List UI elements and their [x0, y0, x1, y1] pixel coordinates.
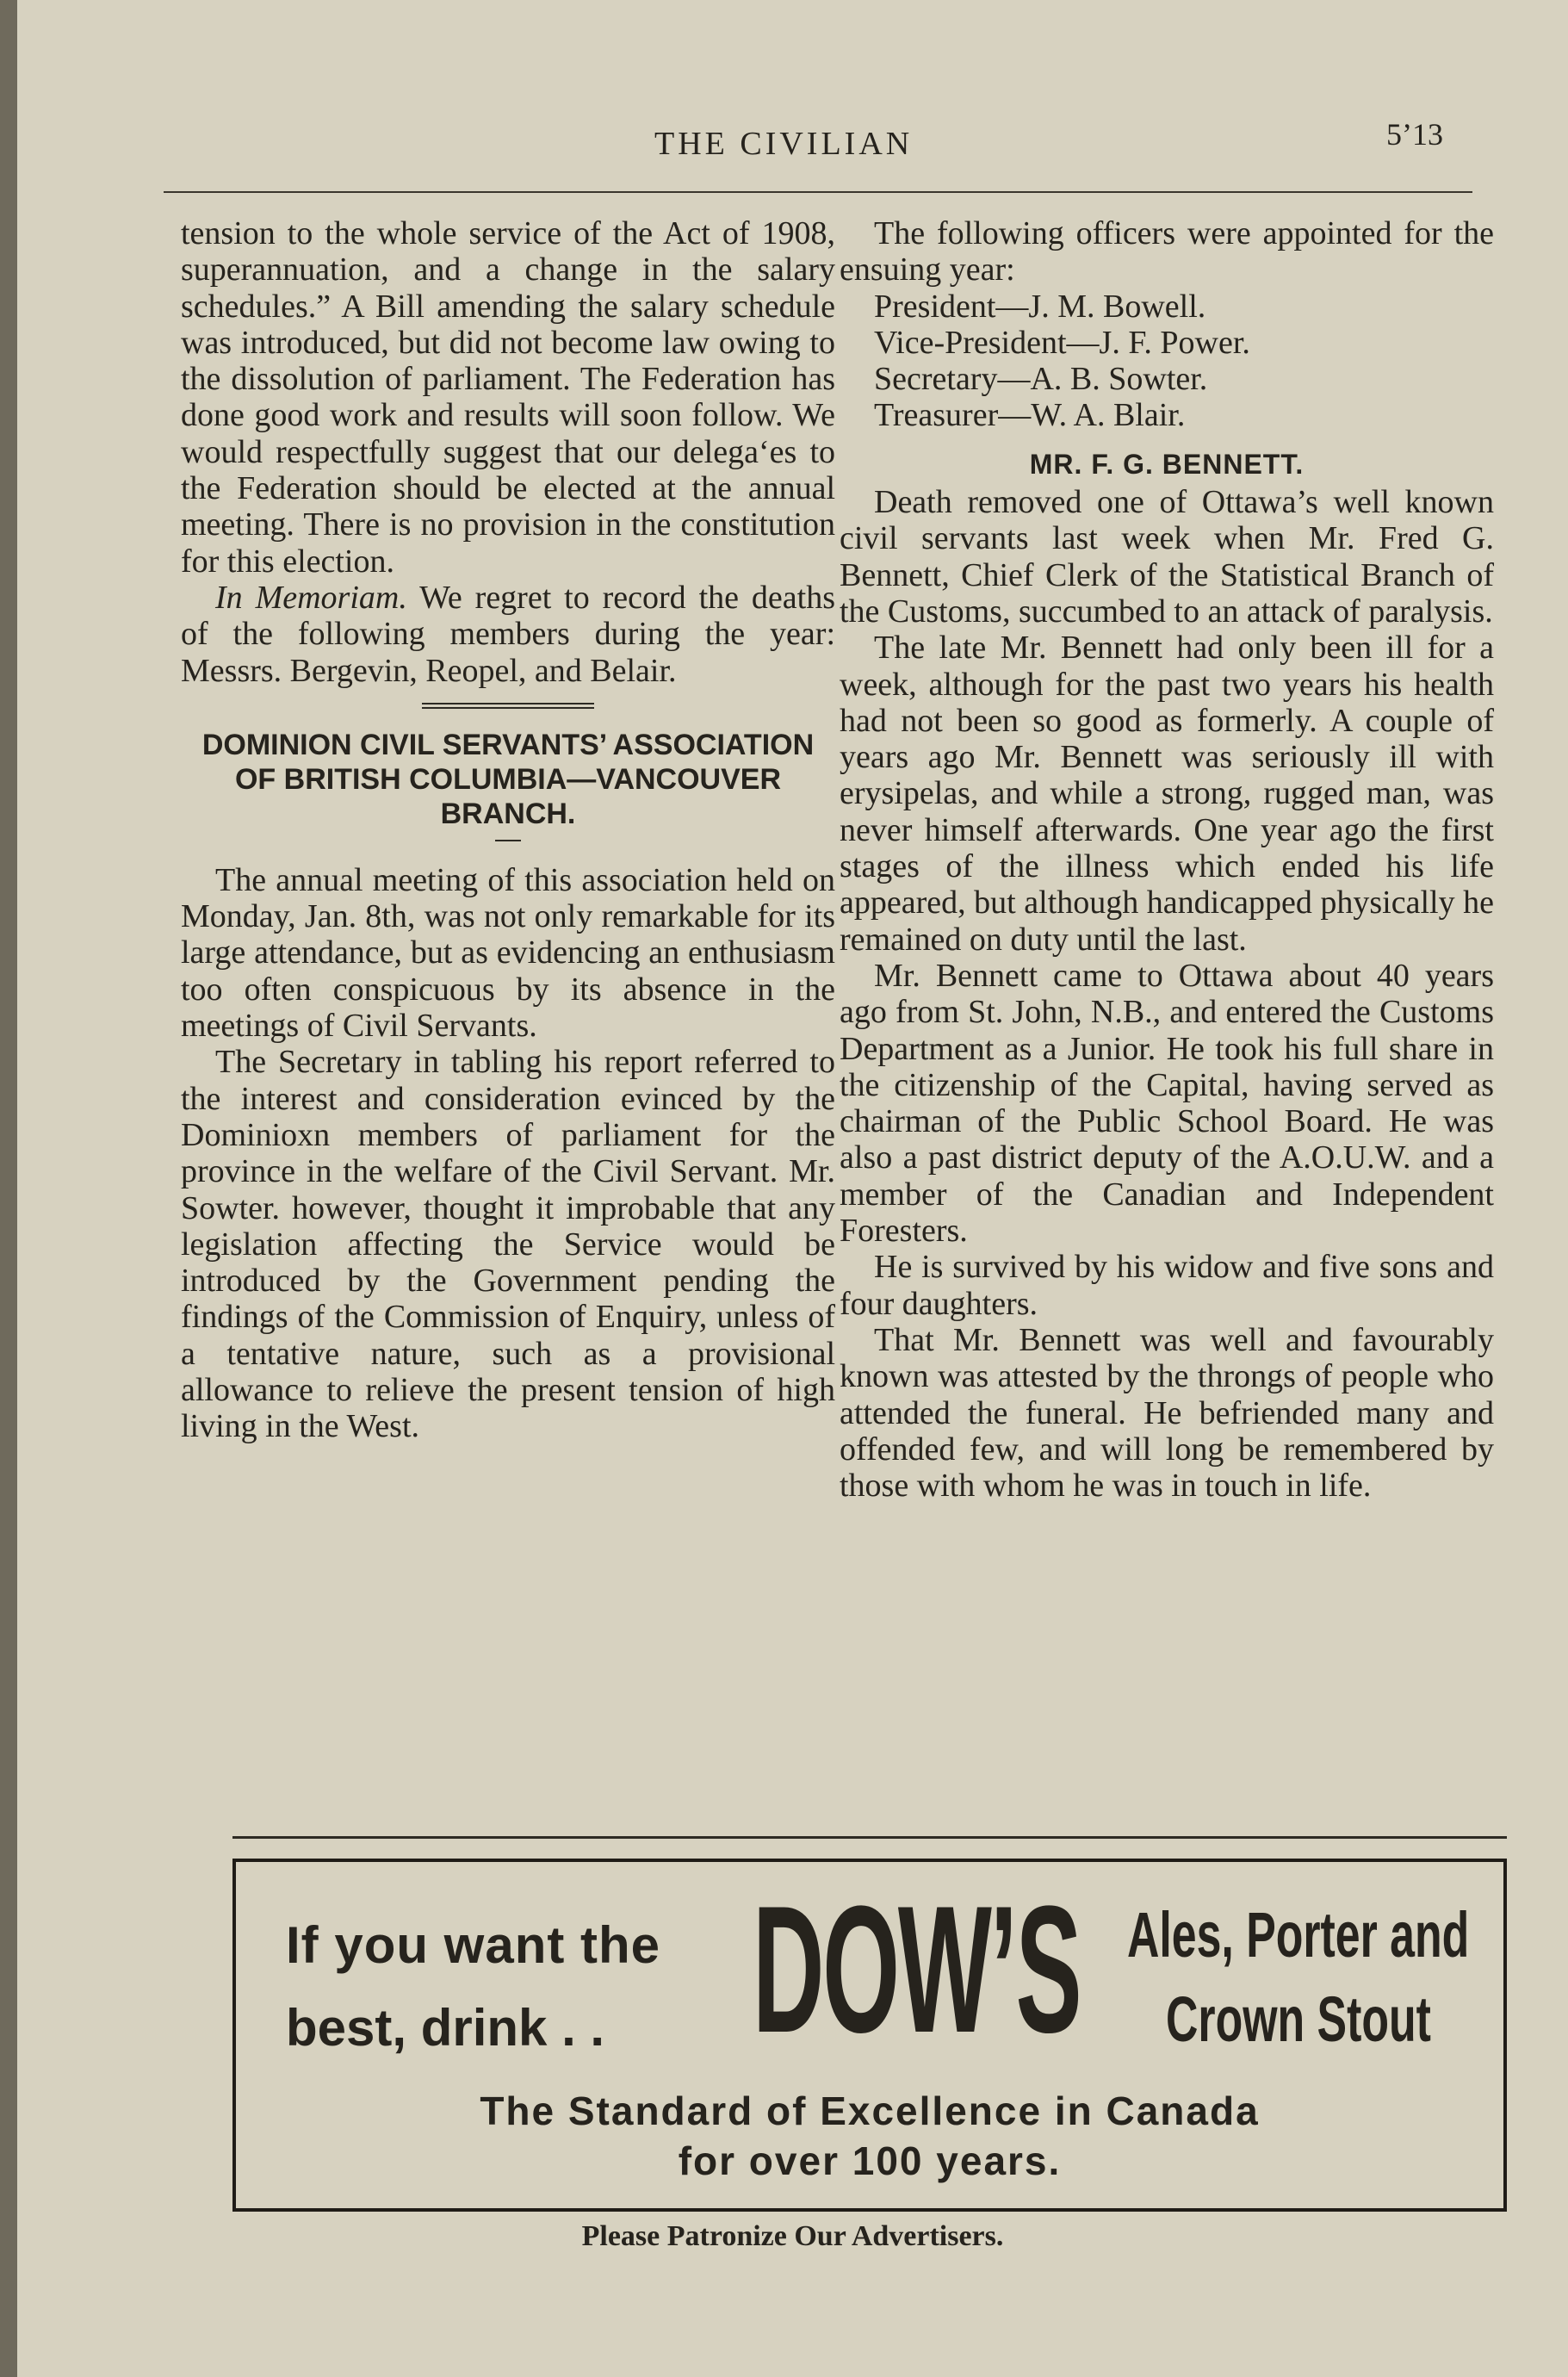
patronize-footer: Please Patronize Our Advertisers.	[581, 2220, 1004, 2252]
officer-line: Secretary—A. B. Sowter.	[874, 361, 1208, 398]
section-divider	[422, 703, 594, 709]
paragraph: He is survived by his widow and five sons and four daughters.	[840, 1249, 1494, 1322]
header-rule	[164, 191, 1472, 193]
footer-rule	[232, 1836, 1507, 1839]
right-column	[840, 215, 1494, 1504]
paragraph: tension to the whole service of the Act of 1908, superannuation, and a change in the salary schedules.” A Bill amending the salary schedule was introduced, but did not become law owing to the dissolution of parliament. The Federation has done good work and results will soon follow. We would respectfully suggest that our delega‘es to the Federation should be elected at the annual meeting. There is no provision in the constitution for this election.	[181, 215, 835, 580]
obituary-heading: MR. F. G. BENNETT.	[1029, 448, 1305, 480]
officer-line: Treasurer—W. A. Blair.	[874, 397, 1186, 434]
ad-tagline-2: for over 100 years.	[678, 2138, 1062, 2183]
section-heading: DOMINION CIVIL SERVANTS’ ASSOCIATION OF BRITISH COLUMBIA—VANCOUVER BRANCH.	[201, 728, 815, 830]
memoriam-text: We regret to record the deaths of the following members during the year: Messrs. Bergevin, Reopel, and Belair.	[181, 579, 836, 689]
magazine-page	[17, 0, 1568, 2377]
memoriam-label: In Memoriam.	[215, 579, 407, 616]
ad-products-2: Crown Stout	[1166, 1983, 1431, 2055]
advertisement	[232, 1859, 1507, 2212]
ad-brand: DOW’S	[753, 1868, 1081, 2070]
officers-intro: The following officers were appointed for the ensuing year:	[840, 215, 1494, 289]
ad-tagline-1: The Standard of Excellence in Canada	[480, 2088, 1260, 2133]
paragraph: The late Mr. Bennett had only been ill for a week, although for the past two years his health had not been so good as formerly. A couple of years ago Mr. Bennett was seriously ill with erysipelas, and while a strong, rugged man, was never himself afterwards. One year ago the first stages of the illness which ended his life appeared, but although handicapped physically he remained on duty until the last.	[840, 630, 1494, 958]
page-number: 5’13	[1386, 117, 1443, 152]
ad-line-1: If you want the	[286, 1916, 660, 1974]
ad-products-1: Ales, Porter and	[1127, 1899, 1470, 1970]
paragraph: That Mr. Bennett was well and favourably known was attested by the throngs of people who attended the funeral. He befriended many and offended few, and will long be remembered by those with whom he was in touch in life.	[840, 1321, 1494, 1505]
running-head: THE CIVILIAN	[654, 126, 914, 162]
ad-line-2: best, drink . .	[286, 1999, 605, 2057]
paragraph: The annual meeting of this association held on Monday, Jan. 8th, was not only remarkable for its large attendance, but as evidencing an enthusiasm too often conspicuous by its absence in the meetings of Civil Servants.	[181, 861, 835, 1045]
left-column	[181, 215, 835, 1445]
officer-line: President—J. M. Bowell.	[874, 288, 1206, 325]
paragraph: Mr. Bennett came to Ottawa about 40 years ago from St. John, N.B., and entered the Customs Department as a Junior. He took his full share in the citizenship of the Capital, having served as chairman of the Public School Board. He was also a past district deputy of the A.O.U.W. and a member of the Canadian and Independent Foresters.	[840, 957, 1494, 1250]
paragraph: The Secretary in tabling his report referred to the interest and consideration evinced by the Dominioxn members of parliament for the province in the welfare of the Civil Servant. Mr. Sowter. however, thought it improbable that any legislation affecting the Service would be introduced by the Government pending the findings of the Commission of Enquiry, unless of a tentative nature, such as a provisional allowance to relieve the present tension of high living in the West.	[181, 1044, 835, 1445]
memoriam-paragraph	[181, 580, 835, 689]
officer-line: Vice-President—J. F. Power.	[874, 324, 1250, 361]
paragraph: Death removed one of Ottawa’s well known civil servants last week when Mr. Fred G. Bennett, Chief Clerk of the Statistical Branch of the Customs, succumbed to an attack of paralysis.	[840, 484, 1494, 630]
heading-dash	[495, 840, 521, 841]
